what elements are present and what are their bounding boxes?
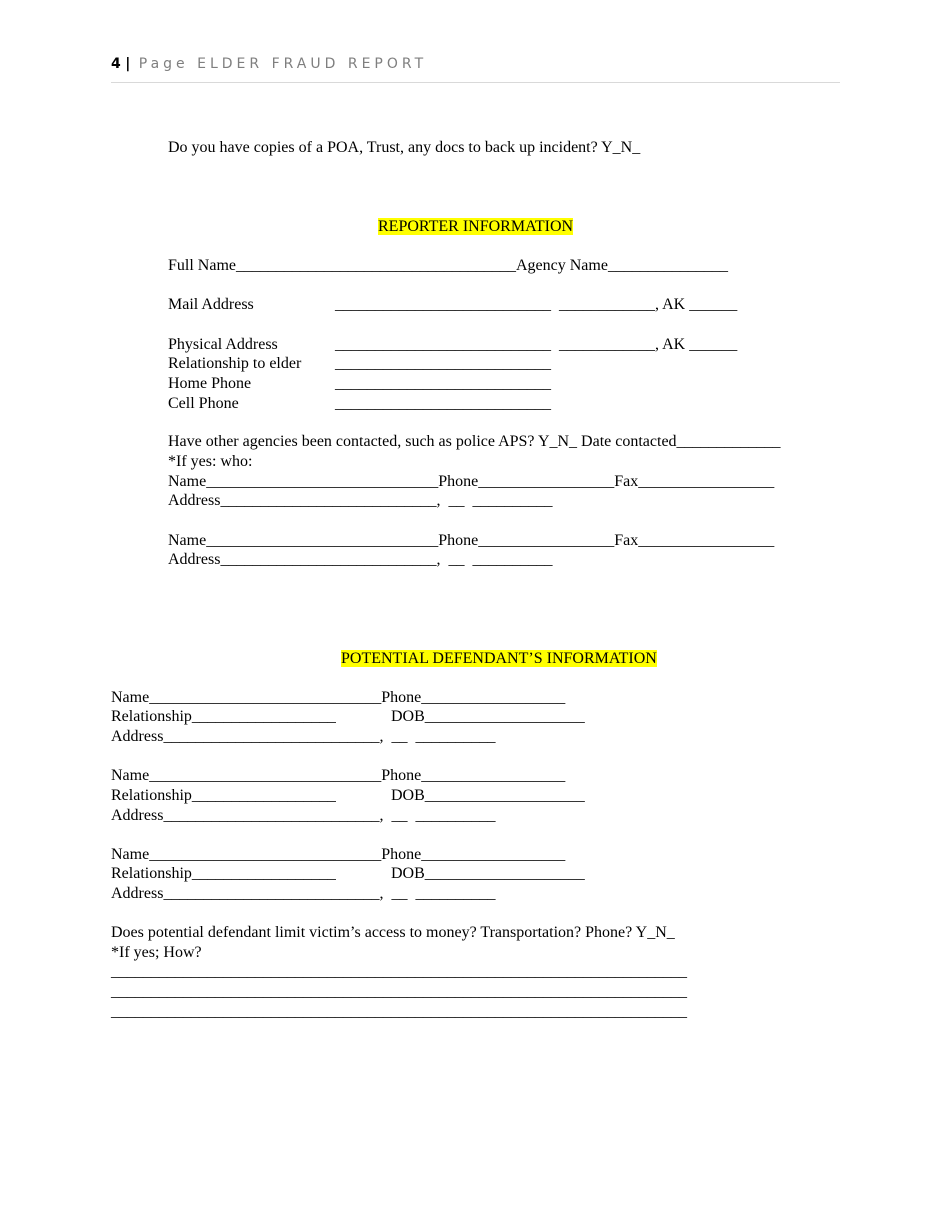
page-header [111,56,840,83]
defendant-2-relationship[interactable]: Relationship__________________ [111,787,336,804]
cell-phone-label: Cell Phone [168,395,239,412]
defendant-2-name-line[interactable]: Name_____________________________Phone__________________ [111,767,566,784]
contact-1-address-line[interactable]: Address___________________________, __ __________ [168,492,553,509]
full-name-agency-line[interactable]: Full Name___________________________________Agency Name_______________ [168,257,728,274]
physical-address-label: Physical Address [168,336,278,353]
cell-phone-field[interactable]: ___________________________ [335,395,551,412]
contact-2-address-line[interactable]: Address___________________________, __ __________ [168,551,553,568]
defendant-2-dob[interactable]: DOB____________________ [391,787,585,804]
defendant-1-dob[interactable]: DOB____________________ [391,708,585,725]
mail-address-label: Mail Address [168,296,254,313]
home-phone-label: Home Phone [168,375,252,392]
contact-1-name-line[interactable]: Name_____________________________Phone_________________Fax_________________ [168,473,775,490]
limit-access-question: Does potential defendant limit victim’s access to money? Transportation? Phone? Y_N_ [111,924,675,941]
answer-line[interactable]: ________________________________________________________________________ [111,983,687,1000]
docs-question: Do you have copies of a POA, Trust, any docs to back up incident? Y_N_ [168,139,641,156]
defendant-3-dob[interactable]: DOB____________________ [391,865,585,882]
defendant-3-relationship[interactable]: Relationship__________________ [111,865,336,882]
header-separator: | [125,56,131,72]
defendant-1-relationship[interactable]: Relationship__________________ [111,708,336,725]
reporter-heading: REPORTER INFORMATION [378,218,574,235]
if-yes-who: *If yes: who: [168,453,253,470]
if-yes-how: *If yes; How? [111,944,202,961]
physical-address-field[interactable]: ___________________________ ____________, AK ______ [335,336,738,353]
defendant-2-address[interactable]: Address___________________________, __ __________ [111,807,496,824]
defendant-1-name-line[interactable]: Name_____________________________Phone__________________ [111,689,566,706]
answer-line[interactable]: ________________________________________________________________________ [111,963,687,980]
header-title: Page ELDER FRAUD REPORT [138,56,428,72]
defendant-1-address[interactable]: Address___________________________, __ __________ [111,728,496,745]
answer-line[interactable]: ________________________________________________________________________ [111,1003,687,1020]
defendant-3-address[interactable]: Address___________________________, __ __________ [111,885,496,902]
relationship-field[interactable]: ___________________________ [335,355,551,372]
mail-address-field[interactable]: ___________________________ ____________, AK ______ [335,296,738,313]
relationship-label: Relationship to elder [168,355,302,372]
home-phone-field[interactable]: ___________________________ [335,375,551,392]
contact-2-name-line[interactable]: Name_____________________________Phone_________________Fax_________________ [168,532,775,549]
agencies-question: Have other agencies been contacted, such as police APS? Y_N_ Date contacted_____________ [168,433,781,450]
defendant-heading: POTENTIAL DEFENDANT’S INFORMATION [341,650,657,667]
page-number: 4 [111,56,121,72]
defendant-3-name-line[interactable]: Name_____________________________Phone__________________ [111,846,566,863]
